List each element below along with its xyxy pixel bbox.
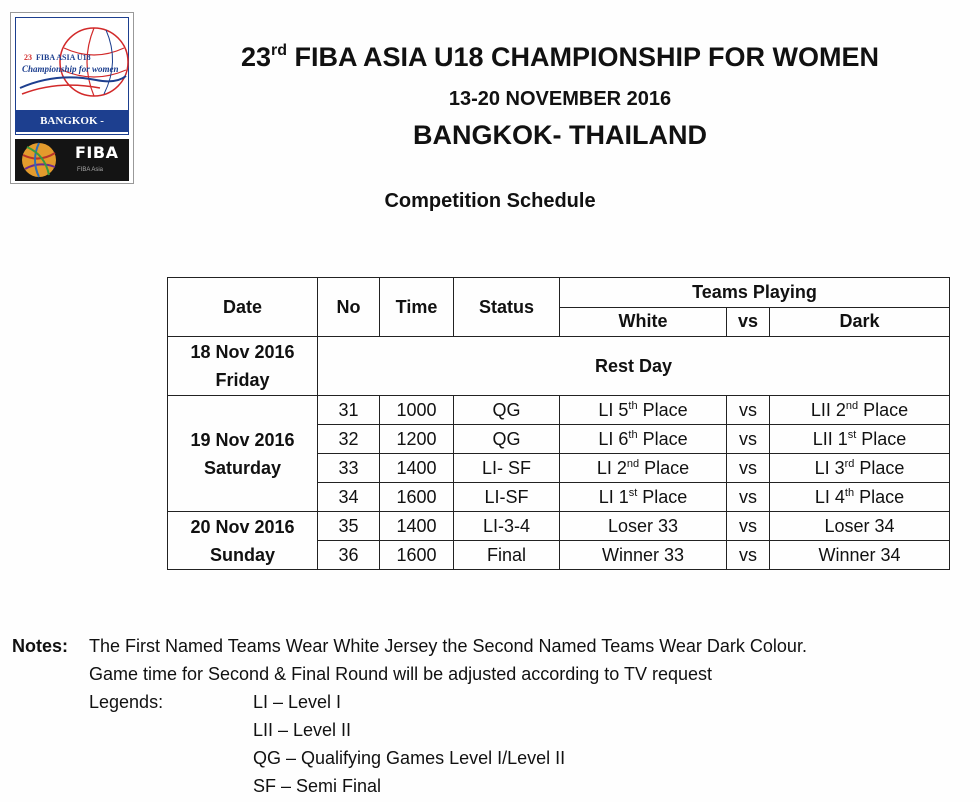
vs-cell: vs [727, 541, 770, 570]
notes-text-1: The First Named Teams Wear White Jersey the Second Named Teams Wear Dark Colour. [89, 636, 807, 656]
notes-label: Notes: [12, 636, 69, 656]
dark-team: LI 4th Place [770, 483, 950, 512]
game-no: 31 [318, 396, 380, 425]
game-time: 1200 [380, 425, 454, 454]
dark-team: Loser 34 [770, 512, 950, 541]
game-time: 1400 [380, 512, 454, 541]
svg-text:FIBA ASIA U18: FIBA ASIA U18 [36, 53, 91, 62]
legend-row [12, 688, 342, 716]
legend-item: SF – Semi Final [253, 776, 382, 796]
game-time: 1600 [380, 483, 454, 512]
dark-team: Winner 34 [770, 541, 950, 570]
white-team: Winner 33 [560, 541, 727, 570]
date-cell [168, 512, 318, 570]
legends-label: Legends: [89, 692, 164, 712]
date-cell [168, 337, 318, 396]
game-no: 32 [318, 425, 380, 454]
dark-team: LI 3rd Place [770, 454, 950, 483]
vs-cell: vs [727, 396, 770, 425]
championship-emblem [15, 17, 129, 135]
notes-line-1 [12, 632, 807, 660]
white-team: LI 2nd Place [560, 454, 727, 483]
title-number: 23 [240, 42, 271, 72]
logo-location: BANGKOK - [16, 110, 128, 132]
game-time: 1600 [380, 541, 454, 570]
date-text: 18 Nov 2016 [190, 342, 295, 362]
date-text: 20 Nov 2016 [190, 516, 295, 537]
legend-item: QG – Qualifying Games Level I/Level II [253, 748, 566, 768]
white-team: LI 6th Place [560, 425, 727, 454]
schedule-subtitle: Competition Schedule [384, 190, 596, 212]
vs-cell: vs [727, 454, 770, 483]
white-team: Loser 33 [560, 512, 727, 541]
game-no: 35 [318, 512, 380, 541]
white-team: LI 1st Place [560, 483, 727, 512]
table-row [168, 396, 950, 425]
notes-line-2 [12, 660, 712, 688]
svg-text:23: 23 [24, 53, 32, 62]
notes-text-2: Game time for Second & Final Round will be adjusted according to TV request [89, 664, 712, 684]
day-text: Saturday [203, 457, 282, 478]
fiba-wordmark: FIBA [75, 143, 119, 162]
vs-cell: vs [727, 425, 770, 454]
legend-row [12, 716, 352, 744]
dark-team: LII 1st Place [770, 425, 950, 454]
table-row [168, 512, 950, 541]
game-status: QG [454, 396, 560, 425]
event-location: BANGKOK- THAILAND [413, 120, 707, 150]
white-team: LI 5th Place [560, 396, 727, 425]
vs-cell: vs [727, 483, 770, 512]
date-text: 19 Nov 2016 [190, 429, 295, 450]
fiba-tagline: FIBA Asia [77, 167, 104, 173]
header-dark: Dark [770, 307, 950, 337]
title-ordinal: rd [271, 42, 287, 59]
date-cell [168, 396, 318, 512]
notes-section [12, 632, 807, 800]
header-teams-playing: Teams Playing [560, 278, 950, 308]
logo-event-subtitle: Championship for women [22, 64, 119, 74]
dark-team: LII 2nd Place [770, 396, 950, 425]
game-time: 1000 [380, 396, 454, 425]
game-status: QG [454, 425, 560, 454]
day-text: Sunday [209, 544, 275, 565]
game-status: LI-3-4 [454, 512, 560, 541]
event-dates: 13-20 NOVEMBER 2016 [448, 88, 672, 110]
table-header-row [168, 278, 950, 308]
game-status: Final [454, 541, 560, 570]
rest-day-label: Rest Day [318, 337, 950, 396]
header-status: Status [454, 278, 560, 337]
fiba-ball-icon [19, 141, 59, 179]
event-logo [10, 12, 134, 184]
fiba-logo [15, 139, 129, 181]
game-no: 36 [318, 541, 380, 570]
game-no: 33 [318, 454, 380, 483]
game-no: 34 [318, 483, 380, 512]
header-white: White [560, 307, 727, 337]
page-title [140, 42, 980, 73]
title-text: FIBA ASIA U18 CHAMPIONSHIP FOR WOMEN [287, 42, 880, 72]
header-date: Date [168, 278, 318, 337]
rest-day-row [168, 337, 950, 396]
header-time: Time [380, 278, 454, 337]
vs-cell: vs [727, 512, 770, 541]
legend-row [12, 744, 566, 772]
legend-item: LII – Level II [253, 720, 352, 740]
header-vs: vs [727, 307, 770, 337]
schedule-table [167, 277, 950, 570]
legend-row [12, 772, 382, 800]
header-no: No [318, 278, 380, 337]
day-text: Friday [215, 370, 270, 390]
game-status: LI- SF [454, 454, 560, 483]
game-status: LI-SF [454, 483, 560, 512]
legend-item: LI – Level I [253, 692, 342, 712]
game-time: 1400 [380, 454, 454, 483]
